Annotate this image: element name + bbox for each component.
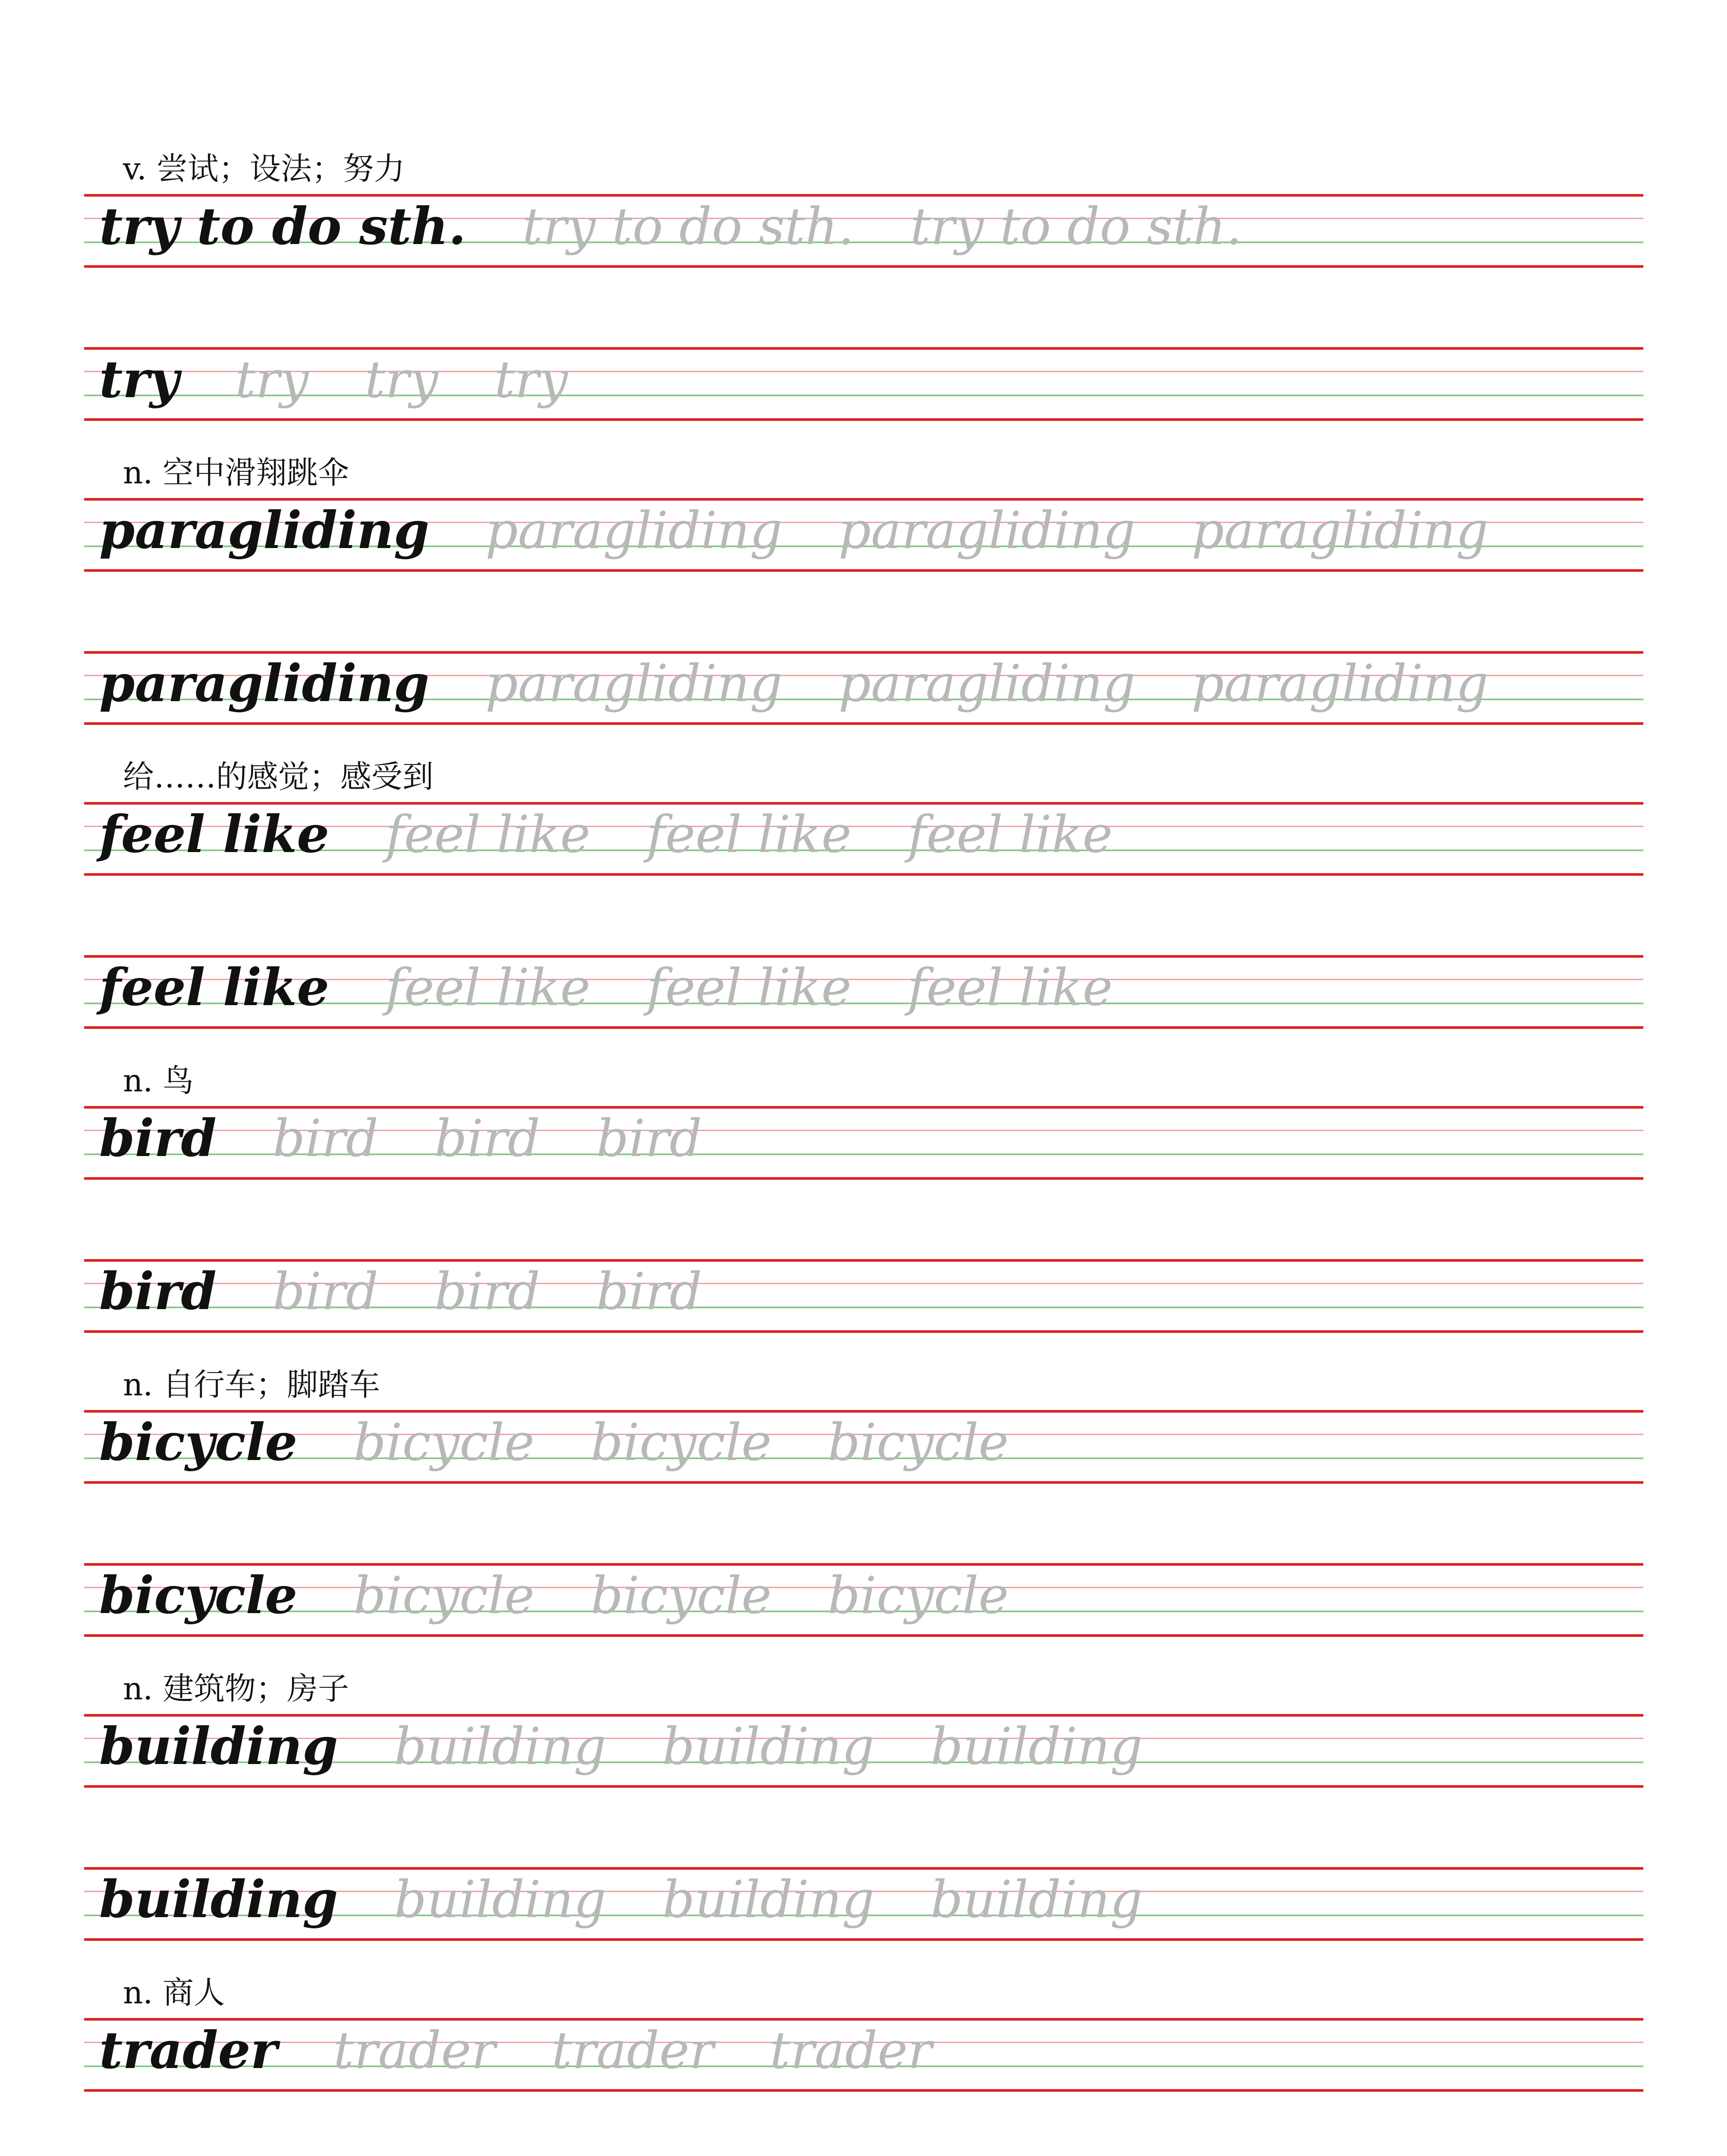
model-word: trader	[99, 2020, 277, 2080]
practice-words	[99, 2020, 988, 2085]
trace-word: building	[394, 1717, 606, 1776]
handwriting-row	[84, 955, 1643, 1028]
handwriting-row	[84, 347, 1643, 420]
trace-word: feel like	[907, 805, 1113, 864]
trace-word: paragliding	[838, 501, 1136, 560]
ruled-line	[84, 873, 1643, 876]
word-meaning: v. 尝试；设法；努力	[123, 150, 405, 187]
word-meaning: n. 鸟	[123, 1062, 194, 1099]
trace-word: try	[364, 350, 439, 409]
model-word: bicycle	[99, 1565, 298, 1625]
ruled-line	[84, 1177, 1643, 1180]
trace-word: building	[662, 1870, 875, 1929]
handwriting-row	[84, 1410, 1643, 1482]
trace-word: feel like	[907, 958, 1113, 1017]
ruled-line	[84, 1785, 1643, 1788]
trace-word: bicycle	[353, 1413, 535, 1472]
ruled-line	[84, 1026, 1643, 1029]
trace-word: building	[662, 1717, 875, 1776]
trace-word: feel like	[646, 958, 852, 1017]
trace-word: bird	[273, 1109, 379, 1168]
practice-words	[99, 1108, 758, 1173]
word-meaning: n. 自行车；脚踏车	[123, 1366, 380, 1403]
word-meaning: n. 空中滑翔跳伞	[123, 454, 349, 491]
trace-word: feel like	[385, 805, 590, 864]
model-word: try	[99, 349, 179, 409]
trace-word: bird	[434, 1109, 540, 1168]
handwriting-row	[84, 1259, 1643, 1332]
trace-word: bird	[596, 1262, 702, 1321]
trace-word: trader	[769, 2021, 932, 2080]
trace-word: building	[930, 1717, 1143, 1776]
trace-word: paragliding	[1191, 501, 1488, 560]
model-word: building	[99, 1716, 338, 1776]
word-meaning: n. 商人	[123, 1974, 225, 2011]
practice-words	[99, 653, 1545, 718]
handwriting-row	[84, 651, 1643, 724]
trace-word: bicycle	[590, 1566, 772, 1625]
handwriting-row	[84, 498, 1643, 570]
practice-words	[99, 500, 1545, 565]
model-word: feel like	[99, 957, 330, 1017]
ruled-line	[84, 569, 1643, 572]
ruled-line	[84, 418, 1643, 421]
model-word: try to do sth.	[99, 196, 466, 256]
trace-word: try	[494, 350, 568, 409]
practice-words	[99, 196, 1298, 261]
trace-word: try to do sth.	[910, 197, 1242, 256]
practice-words	[99, 1261, 758, 1326]
practice-words	[99, 1412, 1065, 1477]
trace-word: building	[394, 1870, 606, 1929]
ruled-line	[84, 1481, 1643, 1484]
word-meaning: 给……的感觉；感受到	[123, 758, 434, 795]
trace-word: bird	[596, 1109, 702, 1168]
trace-word: bird	[434, 1262, 540, 1321]
trace-word: bicycle	[590, 1413, 772, 1472]
trace-word: building	[930, 1870, 1143, 1929]
ruled-line	[84, 1938, 1643, 1941]
trace-word: try to do sth.	[522, 197, 854, 256]
trace-word: bird	[273, 1262, 379, 1321]
model-word: building	[99, 1869, 338, 1929]
trace-word: bicycle	[827, 1566, 1009, 1625]
practice-words	[99, 1716, 1199, 1781]
trace-word: paragliding	[485, 654, 782, 713]
handwriting-row	[84, 1867, 1643, 1940]
practice-words	[99, 804, 1169, 869]
practice-words	[99, 957, 1169, 1022]
handwriting-row	[84, 1563, 1643, 1636]
ruled-line	[84, 1634, 1643, 1637]
practice-words	[99, 1869, 1199, 1934]
trace-word: feel like	[385, 958, 590, 1017]
word-meaning: n. 建筑物；房子	[123, 1670, 349, 1707]
ruled-line	[84, 2089, 1643, 2092]
trace-word: paragliding	[838, 654, 1136, 713]
model-word: bicycle	[99, 1412, 298, 1472]
practice-words	[99, 349, 624, 414]
model-word: paragliding	[99, 653, 430, 713]
handwriting-row	[84, 194, 1643, 266]
practice-words	[99, 1565, 1065, 1630]
model-word: feel like	[99, 804, 330, 864]
trace-word: bicycle	[827, 1413, 1009, 1472]
trace-word: bicycle	[353, 1566, 535, 1625]
trace-word: paragliding	[1191, 654, 1488, 713]
model-word: bird	[99, 1108, 217, 1168]
trace-word: feel like	[646, 805, 852, 864]
ruled-line	[84, 265, 1643, 268]
trace-word: trader	[551, 2021, 714, 2080]
model-word: paragliding	[99, 500, 430, 560]
ruled-line	[84, 722, 1643, 725]
handwriting-row	[84, 802, 1643, 874]
trace-word: try	[235, 350, 309, 409]
handwriting-row	[84, 1714, 1643, 1786]
handwriting-row	[84, 1106, 1643, 1178]
handwriting-row	[84, 2018, 1643, 2090]
model-word: bird	[99, 1261, 217, 1321]
trace-word: trader	[333, 2021, 496, 2080]
trace-word: paragliding	[485, 501, 782, 560]
ruled-line	[84, 1330, 1643, 1333]
